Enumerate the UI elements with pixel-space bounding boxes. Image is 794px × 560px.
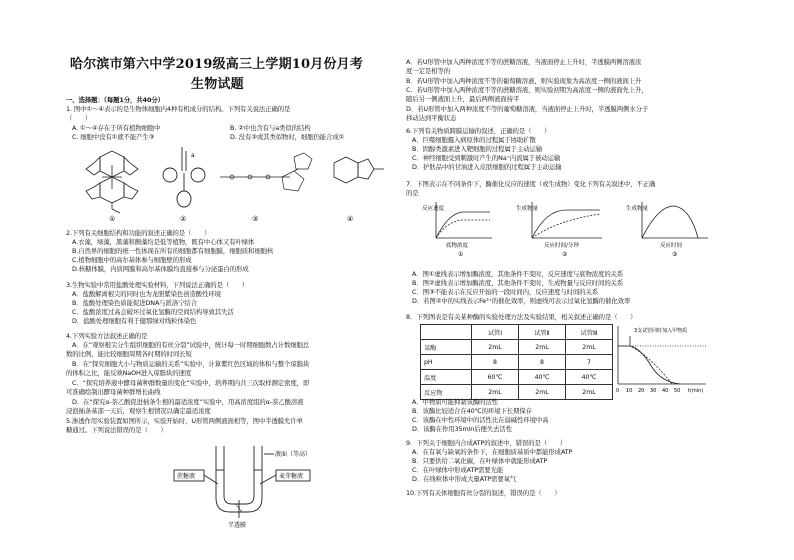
- q9-option-c: C．在叶绿体中形成ATP需要光能: [412, 466, 504, 474]
- q7-option-b: B．图②虚线表示增加酶浓度，其他条件不变时，生成物量与反应时间的关系: [412, 279, 624, 287]
- u-tube-membrane-label: 半透膜: [228, 522, 247, 529]
- q2-option-c: C.植物细胞中的高尔基体参与细胞壁的形成: [72, 256, 192, 264]
- atp-structure: [220, 153, 312, 191]
- q7-fig-num-1: ①: [458, 251, 464, 258]
- table-cell: pH: [421, 355, 472, 370]
- q7-fig2-ylabel: 生成物量: [516, 206, 539, 212]
- q8-tick: 30: [650, 388, 657, 394]
- q1-option-c: C. 细胞中没有①就不能产生③: [72, 133, 155, 141]
- q7-fig1-xlabel: 底物浓度: [446, 243, 469, 249]
- q3-option-b: B．盐酸处理染色质能促进DNA与派洛宁结合: [72, 299, 197, 307]
- q3-option-d: D．盐酸处理细胞有利于健那绿对线粒体染色: [72, 317, 197, 325]
- q8-option-b: B．该酶比较适合在40℃的环境下长期保存: [412, 407, 532, 415]
- q2-stem: 2.下列有关细胞结构和功能的叙述正确的是（ ）: [66, 229, 211, 237]
- table-row: [421, 355, 613, 370]
- q1-stem: 1. 图中①～④表示的是生物体细胞内4种有机成分的结构。下列有关说法正确的是: [66, 105, 291, 113]
- q1-option-b: B. ②中也含有与a类似的结构: [230, 124, 311, 132]
- q5-option-d-line2: 移动达到平衡状态: [406, 114, 457, 122]
- table-cell: 8: [472, 355, 519, 370]
- q7-fig-num-3: ③: [672, 251, 678, 258]
- u-tube-level-label: 液面（等高）: [275, 451, 312, 458]
- u-tube-figure: [172, 440, 312, 529]
- table-cell: 温度: [421, 370, 472, 385]
- q8-option-d: D．该酶在作用35min后便失去活性: [412, 425, 512, 433]
- q7-fig3-xlabel: 反应时间: [660, 243, 683, 249]
- q1-structures-figure: [72, 143, 392, 225]
- q3-stem: 3.生物实验中常用盐酸处理实验材料，下列说法正确的是（ ）: [66, 281, 249, 289]
- chlorophyll-structure: [86, 151, 138, 213]
- q1-num-4: ④: [347, 215, 354, 223]
- section-heading: 一、选择题：（每题1分，共40分）: [66, 96, 164, 104]
- q5-option-c-line1: C．若U形管中加入两种浓度不等的蔗糖溶液，则实验初期为高浓度一侧的液面先上升，: [406, 86, 648, 94]
- q8-graph: [610, 322, 720, 396]
- q3-option-a: A．盐酸解离根尖的同时也为龙胆紫染色创造酸性环境: [72, 290, 221, 298]
- q5-option-d-line1: D．若U形管中加入两种浓度不等的葡萄糖溶液，当液面停止上升时，半透膜两侧水分子: [406, 105, 649, 113]
- q1-num-3: ③: [252, 215, 259, 223]
- q1-option-a: A. ①～④存在于所有植物细胞中: [72, 124, 161, 132]
- table-header: 试管Ⅱ: [519, 325, 566, 340]
- q5-option-b: B．若U形管中加入两种浓度不等的葡萄糖溶液，则实验现象为高浓度一侧的液面上升: [406, 77, 642, 85]
- q7-option-d: D．若图②中的实线表示Fe³⁺的催化效率，则虚线可表示过氧化氢酶的催化效率: [412, 297, 631, 305]
- q7-fig1-ylabel: 反应速度: [422, 206, 445, 212]
- q8-tick: 50: [674, 388, 681, 394]
- q4-option-d-line1: D．在“探究α-萘乙酸促进插条生根的最适浓度”实验中，用高浓度组的α-萘乙酸溶液: [72, 398, 304, 406]
- q7-stem-line2: 的是: [406, 189, 419, 197]
- q8-option-a: A．甲物质可能抑制该酶的活性: [412, 398, 499, 406]
- q5-stem-line1: 5.渗透作用实验装置如图所示，实验开始时，U形管两侧液面相等，图中半透膜允许单: [66, 417, 303, 425]
- q6-option-d: D．护肤品中的甘油进入皮肤细胞的过程属于主动运输: [412, 163, 562, 171]
- q7-fig3-ylabel: 生成物量: [626, 206, 649, 212]
- title-line-1: 哈尔滨市第六中学2019级高三上学期10月份月考: [70, 57, 364, 72]
- table-header: [421, 325, 472, 340]
- q5-option-c-line2: 随后另一侧液面上升，最后两侧液面持平: [406, 95, 520, 103]
- base-structure: [334, 157, 384, 183]
- table-cell: 反应物: [421, 385, 472, 400]
- q8-stem: 8．下列图表是有关某种酶的实验处理方法及实验结果，相关叙述正确的是（ ）: [406, 313, 637, 321]
- q1-option-d: D. 没有③或其类似物时，细胞仍能合成①: [230, 133, 345, 141]
- table-cell: 7: [566, 355, 613, 370]
- q10-stem: 10.下列有关体细胞有丝分裂的叙述，错误的是（ ）: [406, 489, 561, 497]
- q2-option-d: D.核糖体膜，内质网膜和高尔基体膜均直接参与分泌蛋白的形成: [72, 265, 249, 273]
- q9-option-a: A．在有氧与缺氧的条件下，在细胞质基质中都能形成ATP: [412, 448, 573, 456]
- u-tube-left-label: 蔗糖液: [177, 473, 196, 480]
- q6-option-c: C．神经细胞受到刺激时产生的Na⁺内流属于被动运输: [412, 154, 561, 162]
- q1-num-1: ①: [109, 215, 116, 223]
- table-row: [421, 325, 613, 340]
- q9-option-d: D．在线粒体中形成大量ATP需要氧气: [412, 475, 517, 483]
- table-header: 试管Ⅰ: [472, 325, 519, 340]
- q2-option-a: A.衣藻，绿藻，黑藻和颤藻均是低等植物，既有中心体又有叶绿体: [72, 238, 255, 246]
- q6-option-b: B．固醇类激素进入靶细胞的过程属于主动运输: [412, 145, 543, 153]
- q7-option-c: C．图③不能表示在反应开始的一段时间内，反应速度与时间的关系: [412, 288, 599, 296]
- q8-tick: 40: [662, 388, 669, 394]
- table-cell: 2mL: [472, 385, 519, 400]
- title-line-2: 生物试题: [191, 77, 244, 92]
- q4-option-b-line1: B．在“探究细胞大小与物质运输的关系”实验中，计算紫红色区域的体积与整个琼脂块: [72, 360, 310, 368]
- q8-tick: 20: [638, 388, 645, 394]
- q4-option-c-line2: 可准确绘制出酵母菌种群增长曲线: [66, 388, 161, 396]
- table-cell: 2mL: [519, 385, 566, 400]
- q1-num-2: ②: [180, 215, 187, 223]
- q7-option-a: A．图①虚线表示增加酶浓度，其他条件不变时，反应速度与底物浓度的关系: [412, 270, 624, 278]
- q1-paren: （ ）: [66, 114, 92, 122]
- table-row: [421, 370, 613, 385]
- table-cell: 2mL: [472, 340, 519, 355]
- u-tube-right-label: 麦芽糖液: [279, 473, 304, 480]
- table-cell: 2mL: [519, 340, 566, 355]
- q5-option-a-line2: 度一定是相等的: [406, 67, 451, 75]
- q9-stem: 9．下列关于细胞内合成ATP的叙述中，错误的是（ ）: [406, 439, 566, 447]
- q8-tick: 10: [626, 388, 633, 394]
- table-header: 试管Ⅲ: [566, 325, 613, 340]
- trna-structure: [163, 147, 205, 207]
- q4-option-d-line2: 浸泡插条基部一天后，观察生根情况以确定最适浓度: [66, 407, 211, 415]
- table-row: [421, 340, 613, 355]
- q2-option-b: B.自然界的细胞的统一性体现在所有的细胞都有细胞膜，细胞质和细胞核: [72, 247, 274, 255]
- q7-fig2-xlabel: 反应时间/分钟: [544, 243, 579, 249]
- table-cell: 某酶: [421, 340, 472, 355]
- q9-option-b: B．只要供给二氧化碳，在叶绿体中就能形成ATP: [412, 457, 548, 465]
- table-cell: 2mL: [566, 385, 613, 400]
- q8-graph-xlabel: t(min): [688, 388, 704, 394]
- q4-stem: 4.下列实验方法叙述正确的是: [66, 332, 148, 340]
- q3-option-c: C．盐酸浓度过高会破坏过氧化氢酶的空间结构导致其失活: [72, 308, 234, 316]
- q6-stem: 6.下列有关物质跨膜运输的叙述，正确的是（ ）: [406, 127, 551, 135]
- table-cell: 8: [519, 355, 566, 370]
- table-cell: 60℃: [472, 370, 519, 385]
- q7-graphs: [422, 198, 772, 258]
- q1-label-a: a: [191, 152, 195, 159]
- table-cell: 40℃: [519, 370, 566, 385]
- q6-option-a: A．巨噬细胞摄入病原体的过程属于协助扩散: [412, 136, 536, 144]
- q8-tick: 0: [616, 388, 620, 394]
- table-cell: 40℃: [566, 370, 613, 385]
- q8-graph-label: 3支试管同时加入甲物质: [634, 328, 688, 334]
- q5-option-a-line1: A．若U形管中加入两种浓度不等的蔗糖溶液，当液面停止上升时，半透膜两侧溶液浓: [406, 58, 642, 66]
- q5-stem-line2: 糖通过。下列说法错误的是（ ）: [66, 426, 167, 434]
- q8-option-c: C．该酶在中性环境中的活性比在弱碱性环境中高: [412, 416, 549, 424]
- table-cell: 2mL: [566, 340, 613, 355]
- q4-option-a-line1: A．在“观察根尖分生组织细胞的有丝分裂”试验中，统计每一时期细胞数占计数细胞总: [72, 341, 310, 349]
- q7-stem-line1: 7．下图表示在不同条件下，酶催化反应的速度（或生成物）变化下列有关叙述中，不正确: [406, 180, 656, 188]
- q4-option-b-line2: 的体积之比，能反映NaOH进入琼脂块的速度: [66, 369, 192, 377]
- q4-option-a-line2: 数的比例，能比较细胞周期各时期的时间长短: [66, 350, 192, 358]
- q7-fig-num-2: ②: [562, 251, 568, 258]
- q4-option-c-line1: C．“探究培养液中酵母菌种群数量的变化”实验中，培养期内共三次取样测定密度，即: [72, 379, 310, 387]
- q8-table: [420, 324, 613, 400]
